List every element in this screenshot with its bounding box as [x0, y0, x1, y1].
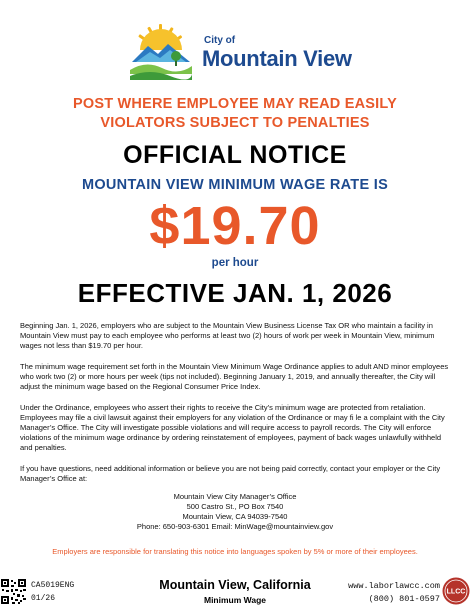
- paragraph-applicability: Beginning Jan. 1, 2026, employers who are subject to the Mountain View Business License Tax OR who maintain a facility in Mountain View must pay to each employee who performs at least two (2) hours of work per week in Mountain View, minimum wages not less than $19.70 per hour.: [20, 321, 435, 350]
- svg-text:LLCC: LLCC: [446, 588, 466, 596]
- address-city: Mountain View, CA 94039-7540: [182, 512, 288, 521]
- address-phone-email: Phone: 650-903-6301 Email: MinWage@mountainview.gov: [136, 522, 334, 531]
- city-logo-icon: [130, 22, 192, 82]
- per-hour-label: per hour: [211, 257, 259, 269]
- wage-amount: $19.70: [149, 196, 321, 256]
- post-instruction: POST WHERE EMPLOYEE MAY READ EASILY: [73, 96, 397, 112]
- penalty-warning: VIOLATORS SUBJECT TO PENALTIES: [100, 115, 370, 131]
- logo-city-name: Mountain View: [202, 46, 352, 71]
- effective-date-heading: EFFECTIVE JAN. 1, 2026: [77, 278, 393, 308]
- publisher-seal-icon: [442, 577, 470, 605]
- paragraph-requirement: The minimum wage requirement set forth in the Mountain View Minimum Wage Ordinance applies to adult AND minor employees who work two (2) or more hours per week (tips not included). Beginning January 1, 2019, and annually thereafter, the City will adjust the minimum wage based on the Regional Consumer Price Index.: [20, 362, 449, 391]
- publisher-phone: (800) 801-0597: [368, 594, 440, 604]
- publisher-website: www.laborlawcc.com: [348, 581, 440, 591]
- footer-title: Mountain View, California: [159, 578, 311, 592]
- address-office: Mountain View City Manager’s Office: [173, 492, 297, 501]
- official-notice-heading: OFFICIAL NOTICE: [123, 141, 347, 169]
- paragraph-contact: If you have questions, need additional information or believe you are not being paid correctly, contact your employer or the City Manager’s Office at:: [20, 464, 441, 483]
- contact-address: [0, 492, 470, 532]
- address-street: 500 Castro St., PO Box 7540: [186, 502, 284, 511]
- rate-heading: MOUNTAIN VIEW MINIMUM WAGE RATE IS: [81, 177, 389, 193]
- city-logo: [130, 22, 352, 82]
- form-code: CA5019ENG: [31, 581, 75, 590]
- translation-note: Employers are responsible for translating this notice into languages spoken by 5% or more of their employees.: [52, 547, 418, 556]
- paragraph-retaliation: Under the Ordinance, employees who assert their rights to receive the City’s minimum wage are protected from retaliation. Employees may file a civil lawsuit against their employers for any violation of the Ordinance or may fi le a complaint with the City Manager’s Office. The City will investigate possible violations and will require access to payroll records. The City will enforce violations of the minimum wage ordinance by ordering reinstatement of employees, payment of back wages unlawfully withheld and penalties.: [20, 403, 445, 452]
- form-date: 01/26: [31, 594, 56, 603]
- footer-subtitle: Minimum Wage: [203, 595, 267, 605]
- logo-city-of: City of: [204, 35, 236, 46]
- footer: [0, 574, 470, 608]
